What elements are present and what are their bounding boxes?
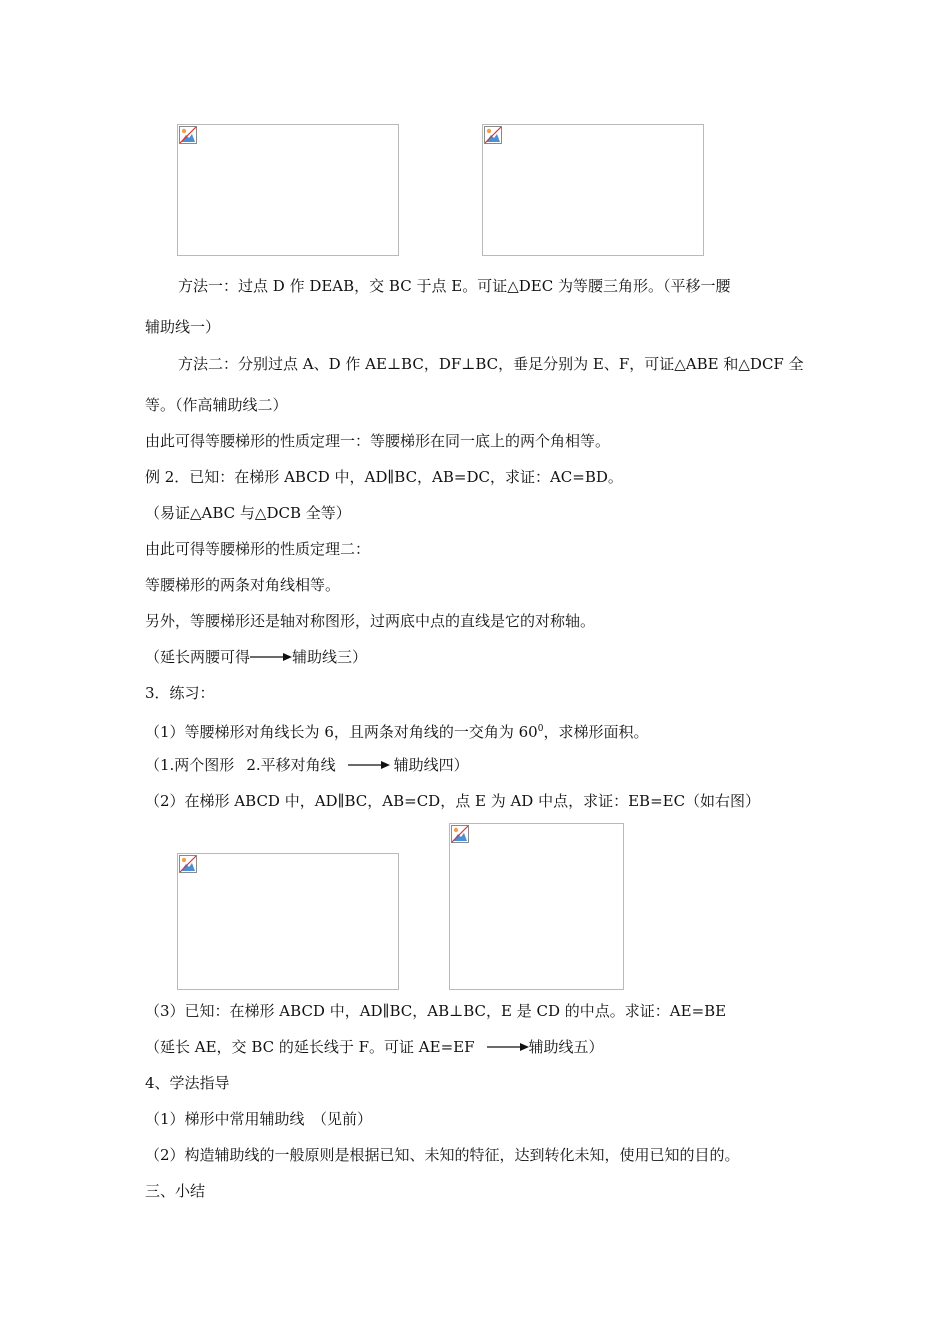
theorem2-intro: 由此可得等腰梯形的性质定理二：: [145, 540, 371, 558]
question3-text: （3）已知：在梯形 ABCD 中，AD∥BC，AB⊥BC，E 是 CD 的中点。求证：AE=BE: [145, 1002, 727, 1020]
question2-text: （2）在梯形 ABCD 中，AD∥BC，AB=CD，点 E 为 AD 中点，求证：EB=EC（如右图）: [145, 792, 761, 810]
question3-hint: [145, 1037, 604, 1057]
right-arrow-icon: [348, 760, 390, 770]
question1-hint-part3: 辅助线四）: [393, 756, 469, 774]
question1-hint-part2: 2.平移对角线: [246, 756, 336, 774]
method1-line2: 辅助线一）: [145, 318, 221, 336]
practice-heading: 3．练习：: [145, 684, 215, 702]
aux-line3-prefix: （延长两腰可得: [145, 648, 251, 666]
broken-image-icon: [179, 855, 197, 873]
aux-line3-note: [145, 647, 367, 667]
question1-hint-part1: （1.两个图形: [145, 756, 235, 774]
summary-heading: 三、小结: [145, 1182, 206, 1200]
question3-hint-suffix: 辅助线五）: [528, 1038, 604, 1056]
right-arrow-icon: [487, 1042, 529, 1052]
guide-item2: （2）构造辅助线的一般原则是根据已知、未知的特征，达到转化未知，使用已知的目的。: [145, 1146, 740, 1164]
right-arrow-icon: [250, 652, 292, 662]
question1-prefix: （1）等腰梯形对角线长为 6，且两条对角线的一交角为 60: [145, 723, 538, 741]
broken-image-icon: [179, 126, 197, 144]
symmetry-axis-note: 另外，等腰梯形还是轴对称图形，过两底中点的直线是它的对称轴。: [145, 612, 596, 630]
aux-line3-suffix: 辅助线三）: [292, 648, 368, 666]
degree-superscript: 0: [537, 724, 544, 734]
figure-3-placeholder: [177, 853, 399, 990]
figure-1-placeholder: [177, 124, 399, 256]
example2-text: 例 2．已知：在梯形 ABCD 中，AD∥BC，AB=DC，求证：AC=BD。: [145, 468, 623, 486]
broken-image-icon: [484, 126, 502, 144]
broken-image-icon: [451, 825, 469, 843]
figure-2-placeholder: [482, 124, 704, 256]
guide-heading: 4、学法指导: [145, 1074, 230, 1092]
question1-suffix: ，求梯形面积。: [543, 723, 649, 741]
method1-line1: 方法一：过点 D 作 DEAB，交 BC 于点 E。可证△DEC 为等腰三角形。（平移一腰: [178, 277, 731, 295]
figure-4-placeholder: [449, 823, 624, 990]
question3-hint-prefix: （延长 AE，交 BC 的延长线于 F。可证 AE=EF: [145, 1038, 475, 1056]
question1-hint: [145, 755, 469, 775]
theorem1-text: 由此可得等腰梯形的性质定理一：等腰梯形在同一底上的两个角相等。: [145, 432, 611, 450]
method2-line2: 等。（作高辅助线二）: [145, 396, 288, 414]
hint-congruent-triangles: （易证△ABC 与△DCB 全等）: [145, 504, 351, 522]
theorem2-text: 等腰梯形的两条对角线相等。: [145, 576, 341, 594]
guide-item1: （1）梯形中常用辅助线 （见前）: [145, 1110, 373, 1128]
method2-line1: 方法二：分别过点 A、D 作 AE⊥BC，DF⊥BC，垂足分别为 E、F，可证△ABE 和△DCF 全: [178, 355, 804, 373]
question1-text: [145, 719, 648, 742]
